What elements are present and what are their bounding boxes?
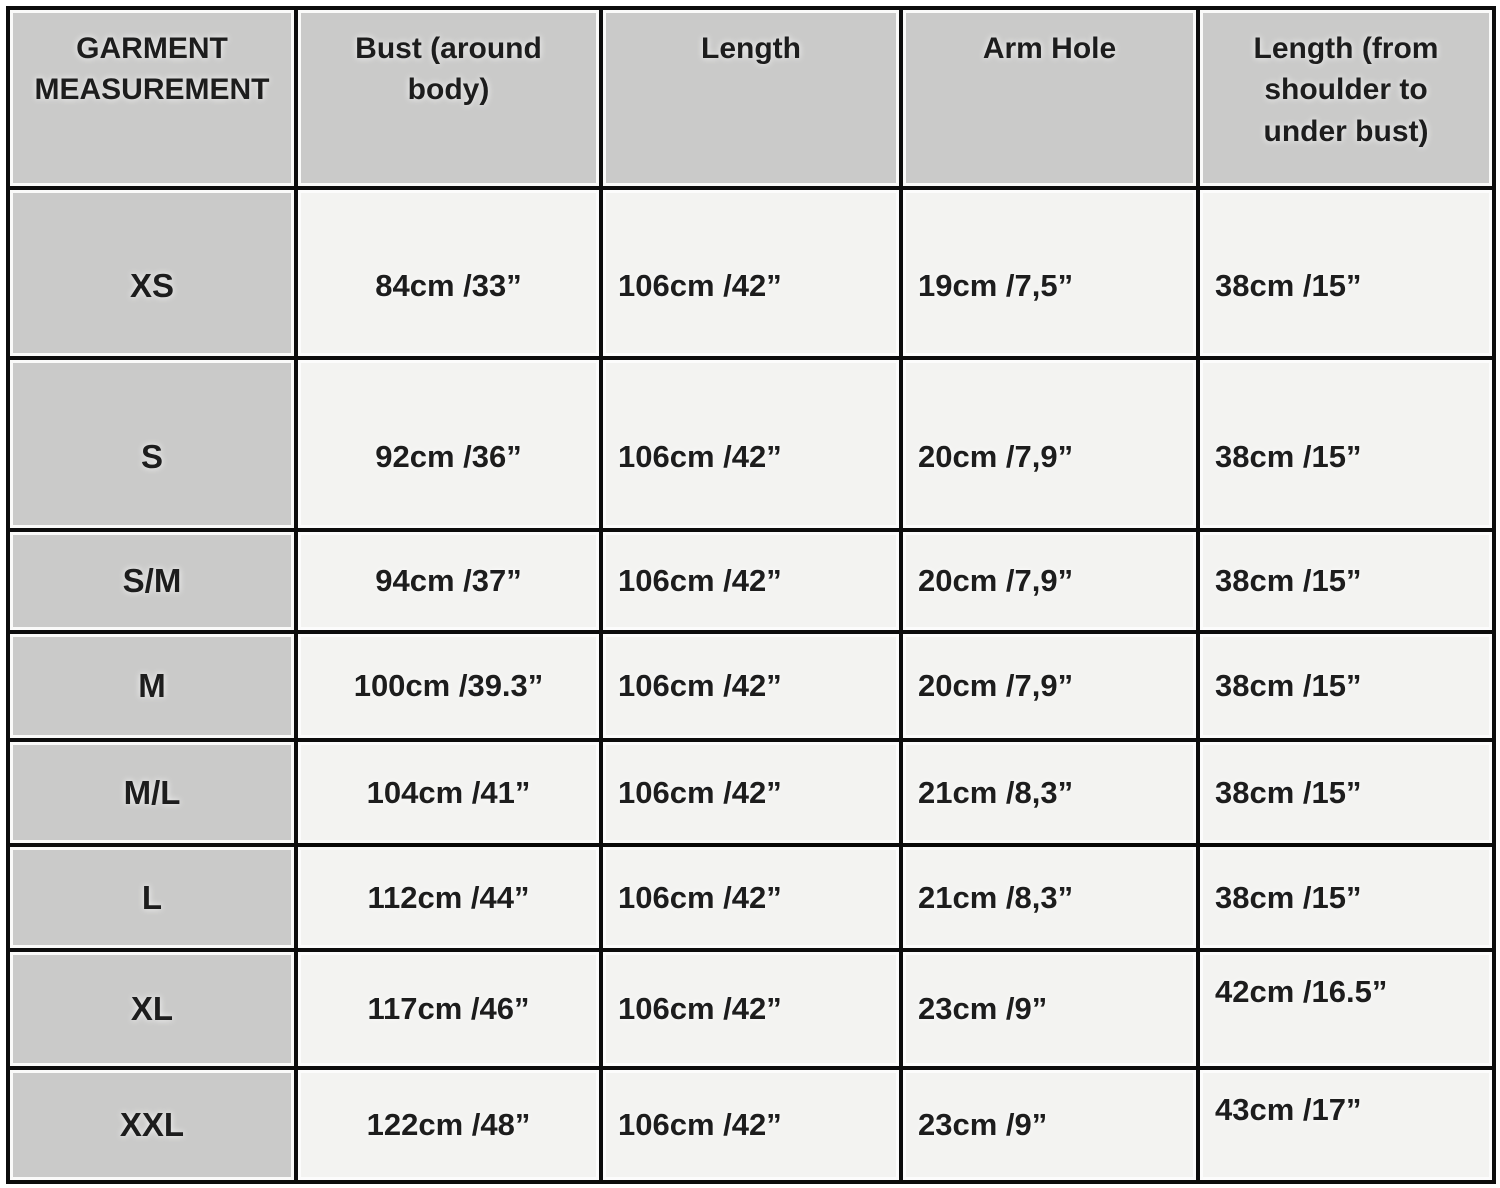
shoulder-to-under-bust-value: 38cm /15”	[1198, 740, 1494, 845]
header-label: Length	[701, 32, 801, 65]
shoulder-to-under-bust-value: 38cm /15”	[1198, 188, 1494, 358]
size-label: XXL	[8, 1068, 296, 1182]
length-value: 106cm /42”	[601, 632, 901, 740]
size-label: L	[8, 845, 296, 950]
bust-value: 84cm /33”	[296, 188, 601, 358]
table-row-m	[8, 632, 1494, 740]
shoulder-to-under-bust-value: 42cm /16.5”	[1198, 950, 1494, 1068]
arm-hole-value: 20cm /7,9”	[901, 358, 1198, 530]
length-value: 106cm /42”	[601, 188, 901, 358]
table-row-xxl	[8, 1068, 1494, 1182]
size-label: S	[8, 358, 296, 530]
table-row-s	[8, 358, 1494, 530]
arm-hole-value: 23cm /9”	[901, 950, 1198, 1068]
shoulder-to-under-bust-value: 38cm /15”	[1198, 845, 1494, 950]
arm-hole-value: 21cm /8,3”	[901, 740, 1198, 845]
arm-hole-value: 20cm /7,9”	[901, 530, 1198, 632]
size-chart-table	[6, 6, 1496, 1184]
header-label: Bust (around body)	[355, 32, 542, 107]
bust-value: 92cm /36”	[296, 358, 601, 530]
length-value: 106cm /42”	[601, 950, 901, 1068]
shoulder-to-under-bust-value: 43cm /17”	[1198, 1068, 1494, 1182]
table-row-l	[8, 845, 1494, 950]
arm-hole-value: 19cm /7,5”	[901, 188, 1198, 358]
arm-hole-value: 23cm /9”	[901, 1068, 1198, 1182]
bust-value: 117cm /46”	[296, 950, 601, 1068]
size-label: M/L	[8, 740, 296, 845]
length-value: 106cm /42”	[601, 845, 901, 950]
table-row-xs	[8, 188, 1494, 358]
header-cell-arm-hole	[901, 8, 1198, 188]
length-value: 106cm /42”	[601, 358, 901, 530]
bust-value: 94cm /37”	[296, 530, 601, 632]
arm-hole-value: 21cm /8,3”	[901, 845, 1198, 950]
header-cell-shoulder-to-under-bust	[1198, 8, 1494, 188]
bust-value: 112cm /44”	[296, 845, 601, 950]
header-row	[8, 8, 1494, 188]
bust-value: 122cm /48”	[296, 1068, 601, 1182]
table-row-xl	[8, 950, 1494, 1068]
bust-value: 100cm /39.3”	[296, 632, 601, 740]
header-cell-garment-measurement	[8, 8, 296, 188]
header-cell-length	[601, 8, 901, 188]
shoulder-to-under-bust-value: 38cm /15”	[1198, 632, 1494, 740]
length-value: 106cm /42”	[601, 1068, 901, 1182]
shoulder-to-under-bust-value: 38cm /15”	[1198, 358, 1494, 530]
size-label: S/M	[8, 530, 296, 632]
size-label: M	[8, 632, 296, 740]
length-value: 106cm /42”	[601, 530, 901, 632]
header-label: GARMENT MEASUREMENT	[34, 32, 270, 107]
header-label: Length (from shoulder to under bust)	[1253, 32, 1439, 148]
arm-hole-value: 20cm /7,9”	[901, 632, 1198, 740]
table-row-ml	[8, 740, 1494, 845]
size-label: XL	[8, 950, 296, 1068]
shoulder-to-under-bust-value: 38cm /15”	[1198, 530, 1494, 632]
table-row-sm	[8, 530, 1494, 632]
length-value: 106cm /42”	[601, 740, 901, 845]
size-label: XS	[8, 188, 296, 358]
header-label: Arm Hole	[982, 32, 1117, 65]
bust-value: 104cm /41”	[296, 740, 601, 845]
header-cell-bust	[296, 8, 601, 188]
